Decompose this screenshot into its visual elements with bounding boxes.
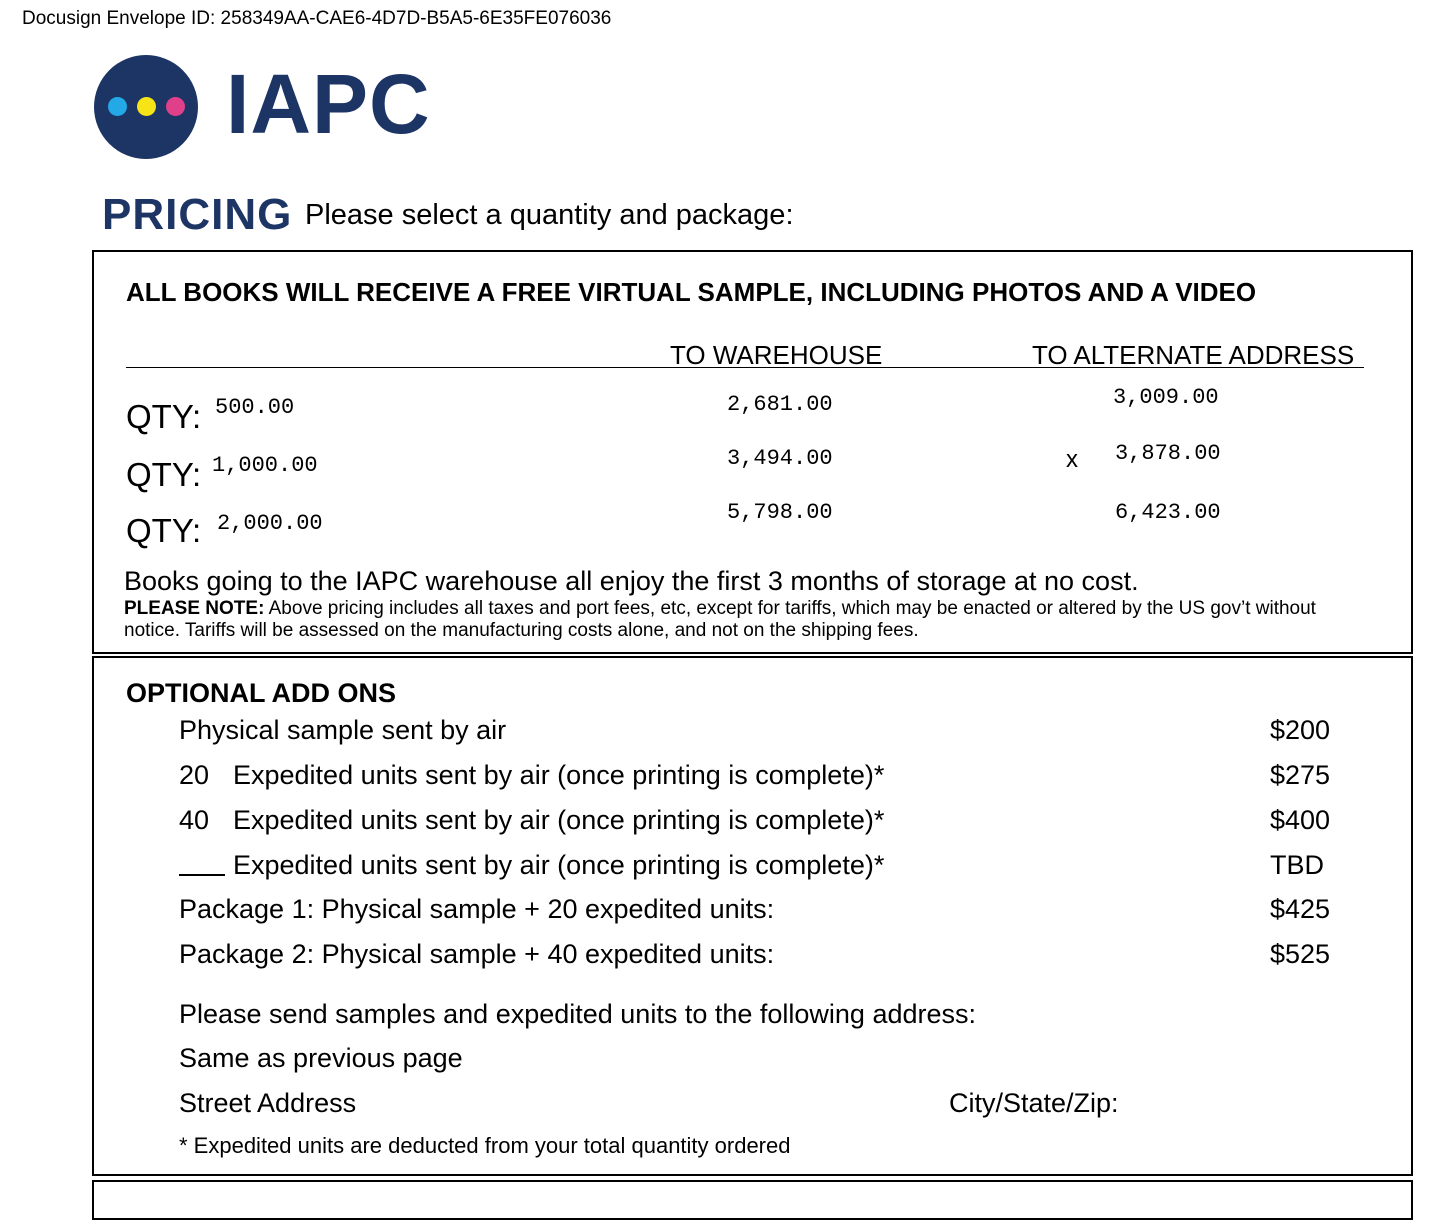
alternate-price-field[interactable]: 3,878.00	[1115, 441, 1221, 466]
city-state-zip-label: City/State/Zip:	[949, 1088, 1119, 1118]
virtual-sample-headline: ALL BOOKS WILL RECEIVE A FREE VIRTUAL SAMPLE, INCLUDING PHOTOS AND A VIDEO	[126, 277, 1257, 307]
addon-qty-field[interactable]: 20	[179, 760, 210, 790]
selection-mark[interactable]: x	[1066, 446, 1078, 473]
yellow-dot-icon	[137, 97, 156, 116]
qty-value-field[interactable]: 1,000.00	[212, 453, 318, 478]
note-label: PLEASE NOTE:	[124, 598, 265, 619]
qty-value-field[interactable]: 500.00	[215, 395, 295, 420]
address-value-field[interactable]: Same as previous page	[179, 1043, 463, 1073]
qty-label: QTY:	[126, 398, 202, 435]
next-section-box	[92, 1180, 1413, 1220]
addon-label: Expedited units sent by air (once printing is complete)*	[233, 850, 885, 880]
magenta-dot-icon	[166, 97, 185, 116]
note-text: Above pricing includes all taxes and port fees, etc, except for tariffs, which may be enacted or altered by the US gov’t without notice. Tariffs will be assessed on the manufacturing costs alone, and not on the shipping fees.	[124, 598, 1316, 641]
qty-value-field[interactable]: 2,000.00	[217, 511, 323, 536]
addons-title: OPTIONAL ADD ONS	[126, 678, 397, 708]
storage-note: Books going to the IAPC warehouse all enjoy the first 3 months of storage at no cost.	[124, 566, 1139, 596]
addon-price: $200	[1270, 715, 1331, 745]
pricing-subtitle: Please select a quantity and package:	[305, 199, 794, 231]
addon-price: TBD	[1270, 850, 1324, 880]
street-address-label: Street Address	[179, 1088, 357, 1118]
package-label: Package 1: Physical sample + 20 expedited units:	[179, 894, 775, 924]
cyan-dot-icon	[108, 97, 127, 116]
addon-label: Expedited units sent by air (once printing is complete)*	[233, 760, 885, 790]
package-price: $525	[1270, 939, 1331, 969]
addon-label: Physical sample sent by air	[179, 715, 507, 745]
three-dot-circle-icon	[94, 55, 198, 159]
logo-text: IAPC	[226, 57, 431, 151]
column-header-warehouse: TO WAREHOUSE	[670, 340, 883, 370]
tariff-note	[124, 598, 1364, 642]
alternate-price-field[interactable]: 3,009.00	[1113, 385, 1219, 410]
addon-price: $275	[1270, 760, 1331, 790]
address-prompt: Please send samples and expedited units to the following address:	[179, 999, 977, 1029]
package-label: Package 2: Physical sample + 40 expedited units:	[179, 939, 775, 969]
custom-qty-blank[interactable]	[179, 850, 225, 883]
pricing-title: PRICING	[102, 190, 293, 239]
addon-price: $400	[1270, 805, 1331, 835]
package-price: $425	[1270, 894, 1331, 924]
qty-label: QTY:	[126, 456, 202, 493]
envelope-id: Docusign Envelope ID: 258349AA-CAE6-4D7D-B5A5-6E35FE076036	[22, 8, 612, 29]
addon-qty-field[interactable]: 40	[179, 805, 210, 835]
warehouse-price-field[interactable]: 5,798.00	[727, 500, 833, 525]
qty-label: QTY:	[126, 512, 202, 549]
column-header-alternate: TO ALTERNATE ADDRESS	[1032, 340, 1355, 370]
warehouse-price-field[interactable]: 3,494.00	[727, 446, 833, 471]
addon-label: Expedited units sent by air (once printing is complete)*	[233, 805, 885, 835]
warehouse-price-field[interactable]: 2,681.00	[727, 392, 833, 417]
expedited-footnote: * Expedited units are deducted from your total quantity ordered	[179, 1133, 791, 1158]
alternate-price-field[interactable]: 6,423.00	[1115, 500, 1221, 525]
